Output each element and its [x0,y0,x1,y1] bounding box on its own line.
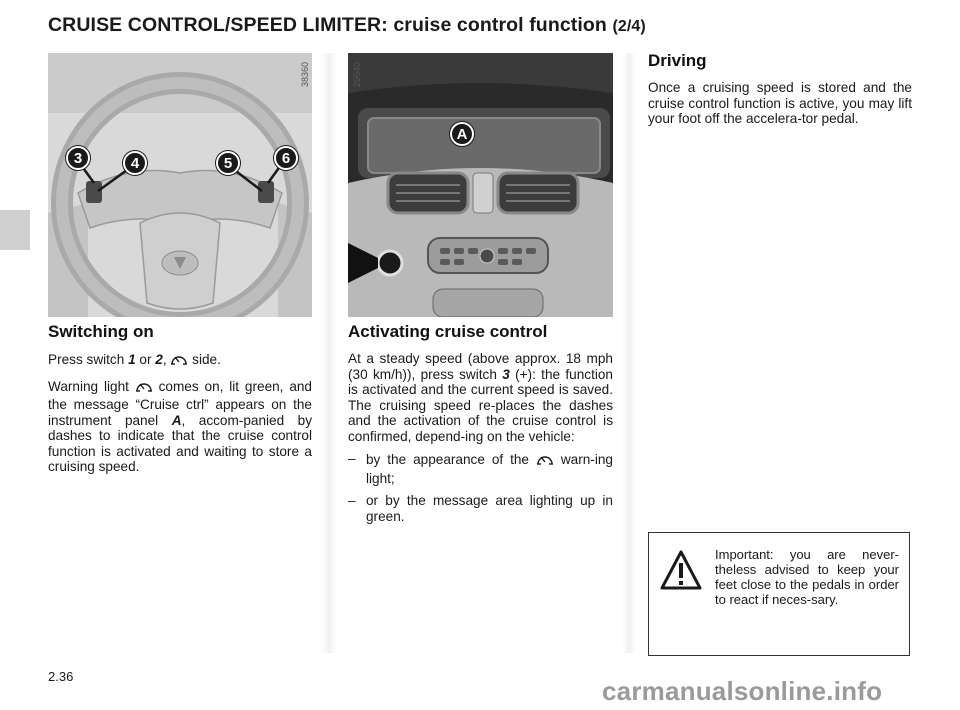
switching-on-section [48,322,312,482]
warning-box [648,532,910,656]
text-fragment: , [162,352,171,367]
switching-on-paragraph-1 [48,351,312,371]
activating-heading: Activating cruise control [348,322,548,341]
list-item-text: or by the message area lighting up in green. [366,493,613,524]
text-fragment: or [135,352,156,367]
switching-on-body [48,351,312,475]
dashboard-figure [348,53,613,317]
page-title [48,14,646,37]
text-fragment: Press switch [48,352,129,367]
list-item [348,493,613,524]
dashboard-illustration [348,53,613,317]
switch-2-ref: 2 [155,352,163,367]
cruise-control-icon [135,378,153,398]
callout-3: 3 [66,146,90,170]
list-item-text [366,451,613,486]
text-fragment: (+): the function is activated and the current speed is saved. The cruising speed re-places the dashes and the activation of the cruise control is confirmed, depend-ing on the vehicle: [348,366,613,444]
activating-section [348,322,613,531]
steering-wheel-illustration [48,53,312,317]
text-fragment: side. [188,352,221,367]
list-item [348,451,613,486]
cruise-control-icon [170,351,188,371]
cruise-control-icon [536,451,554,471]
switching-on-heading: Switching on [48,322,154,341]
page-title-part: (2/4) [612,18,646,35]
list-dash: – [348,451,356,466]
chapter-tab [0,210,30,250]
activating-paragraph [348,351,613,444]
page-title-main: CRUISE CONTROL/SPEED LIMITER: cruise control function [48,14,607,36]
switch-3-ref: 3 [502,366,510,382]
text-fragment: At a steady speed (above approx. 18 mph (30 km/h)), press switch [348,351,613,382]
text-fragment: warn-ing light; [366,452,613,486]
driving-heading: Driving [648,51,707,70]
page-number: 2.36 [48,669,74,684]
panel-a-ref: A [171,412,182,428]
driving-body [648,80,912,127]
callout-5: 5 [216,151,240,175]
figure-reference: 38360 [300,61,310,87]
callout-6: 6 [274,146,298,170]
driving-section [648,51,912,134]
watermark: carmanualsonline.info [602,676,883,706]
steering-wheel-figure [48,53,312,317]
activating-body [348,351,613,524]
text-fragment: Warning light [48,378,135,394]
list-dash: – [348,493,356,508]
column-divider [322,53,336,653]
driving-paragraph: Once a cruising speed is stored and the cruise control function is active, you may lift your foot off the accelera-tor pedal. [648,80,912,126]
figure-reference: 29540 [352,61,362,87]
text-fragment: , accom-panied by dashes to indicate that the cruise control function is activated and waiting to store a cruising speed. [48,412,312,474]
warning-body [649,533,909,607]
column-divider [622,53,636,653]
warning-text: Important: you are never-theless advised to keep your feet close to the pedals in order to react if neces-sary. [715,547,899,607]
callout-4: 4 [123,151,147,175]
callout-a: A [450,122,474,146]
text-fragment: comes on, lit green, and the message “Cruise ctrl” appears on the instrument panel [48,378,312,428]
text-fragment: by the appearance of the [366,452,536,467]
warning-triangle-icon [659,549,703,594]
switching-on-paragraph-2 [48,378,312,475]
switch-1-ref: 1 [128,352,136,367]
